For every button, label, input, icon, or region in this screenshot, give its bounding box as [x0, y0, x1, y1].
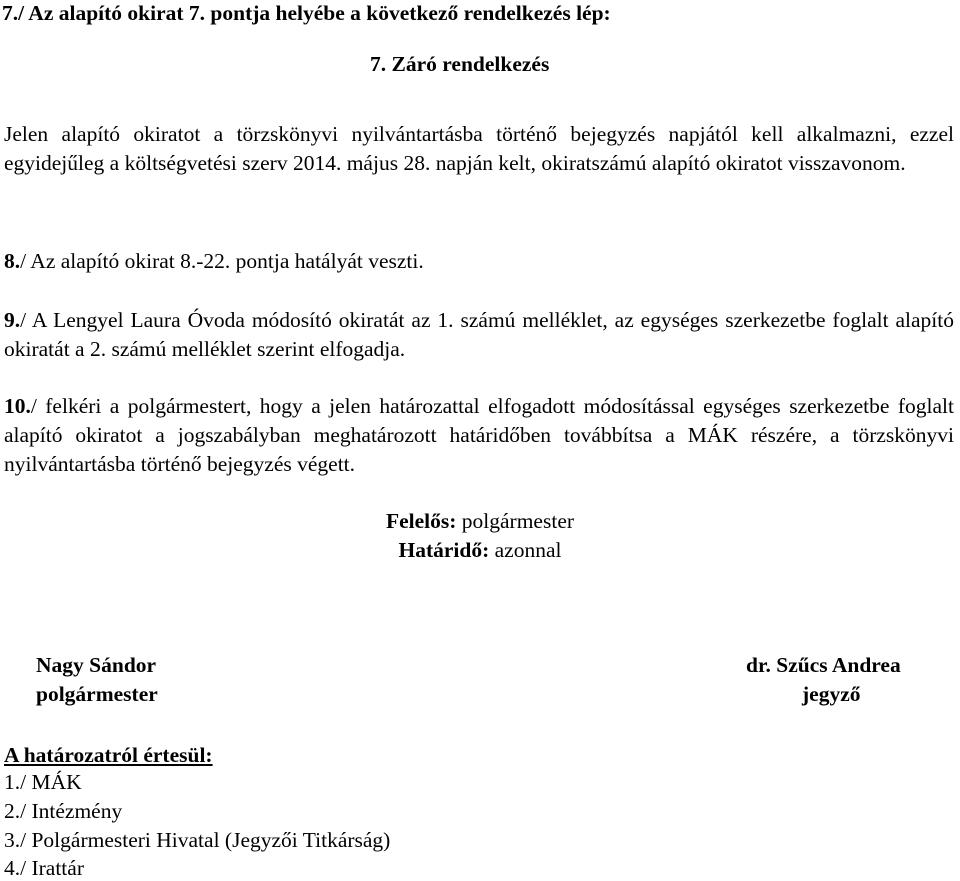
- point-10: [4, 392, 954, 479]
- point-9-text: / A Lengyel Laura Óvoda módosító okiratát az 1. számú melléklet, az egységes szerkezetbe foglalt alapító okiratát a 2. számú melléklet szerint elfogadja.: [4, 308, 954, 361]
- notary-title: jegyző: [802, 682, 861, 706]
- point-10-text: / felkéri a polgármestert, hogy a jelen határozattal elfogadott módosítással egységes szerkezetbe foglalt alapító okiratot a jogszabályban meghatározott határidőben továbbítsa a MÁK részére, a törzskönyvi nyilvántartásba történő bejegyzés végett.: [4, 394, 954, 476]
- notify-item-4: 4./ Irattár: [4, 856, 84, 880]
- responsible-value: polgármester: [456, 509, 575, 533]
- mayor-title: polgármester: [36, 682, 158, 706]
- notify-item-1: 1./ MÁK: [4, 770, 82, 794]
- amendment-heading: 7./ Az alapító okirat 7. pontja helyébe a következő rendelkezés lép:: [2, 1, 611, 25]
- point-9-number: 9.: [4, 308, 21, 332]
- point-9: [4, 306, 954, 364]
- deadline-line: [0, 537, 960, 563]
- responsible-label: Felelős:: [385, 509, 457, 533]
- notify-heading: A határozatról értesül:: [4, 743, 213, 767]
- deadline-label: Határidő:: [398, 538, 490, 562]
- mayor-name: Nagy Sándor: [36, 653, 157, 677]
- point-8: [4, 248, 424, 274]
- deadline-value: azonnal: [489, 538, 562, 562]
- notify-item-2: 2./ Intézmény: [4, 799, 123, 823]
- point-10-number: 10.: [4, 394, 31, 418]
- closing-provision-paragraph: Jelen alapító okiratot a törzskönyvi nyilvántartásba történő bejegyzés napjától kell alkalmazni, ezzel egyidejűleg a költségvetési szerv 2014. május 28. napján kelt, okiratszámú alapító okiratot visszavonom.: [4, 122, 954, 175]
- notify-item-3: 3./ Polgármesteri Hivatal (Jegyzői Titkárság): [4, 828, 391, 852]
- notary-name: dr. Szűcs Andrea: [746, 653, 901, 677]
- point-8-number: 8.: [4, 249, 21, 273]
- responsible-line: [0, 508, 960, 534]
- section-title: 7. Záró rendelkezés: [370, 52, 550, 76]
- point-8-text: / Az alapító okirat 8.-22. pontja hatályát veszti.: [20, 249, 424, 273]
